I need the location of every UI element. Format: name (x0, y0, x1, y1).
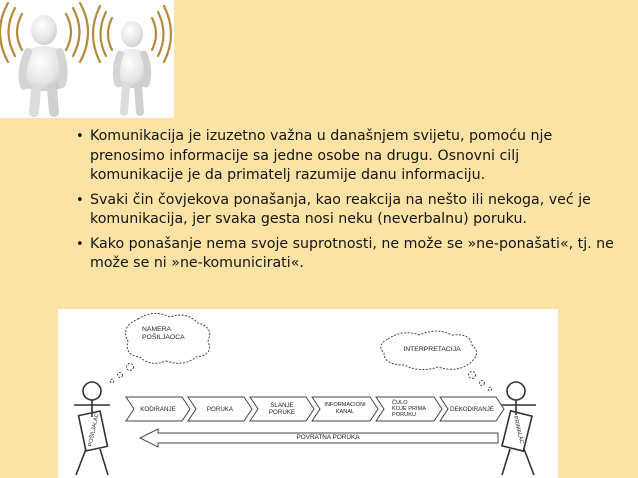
step-channel: INFORMACIONI KANAL (324, 402, 366, 415)
sender-intent-label: NAMERA POŠILJAOCA (142, 326, 185, 341)
bullet-item-3: • Kako ponašanje nema svoje suprotnosti, ne može se »ne-ponašati«, tj. ne može se ni »ne-komunicirati«. (76, 235, 616, 274)
sender-thought-cloud-icon (110, 313, 209, 382)
receiver-label: PRIMALAC (511, 415, 525, 445)
bullet-item-1: • Komunikacija je izuzetno važna u današnjem svijetu, pomoću nje prenosimo informacije sa jedne osobe na drugu. Osnovni cilj komunikacije je da primatelj razumije danu informaciju. (76, 127, 616, 186)
left-figure-icon (23, 15, 64, 112)
communication-figures-image (0, 0, 174, 118)
feedback-label: POVRATNA PORUKA (296, 434, 360, 441)
sender-label: POŠILJALAC (87, 412, 101, 448)
communication-diagram (58, 309, 558, 478)
receiver-thought-cloud-icon (381, 331, 492, 391)
step-sending: SLANJE PORUKE (268, 402, 296, 416)
bullet-item-2: • Svaki čin čovjekova ponašanja, kao reakcija na nešto ili nekoga, već je komunikacija, jer svaka gesta nosi neku (neverbalnu) poruku. (76, 191, 616, 230)
step-message: PORUKA (206, 405, 234, 413)
interpretation-label: INTERPRETACIJA (403, 346, 461, 353)
step-encoding: KODIRANJE (140, 405, 176, 413)
right-figure-icon (116, 21, 147, 112)
step-sense: ČULO KOJE PRIMA PORUKU (392, 399, 426, 419)
step-decoding: DEKODIRANJE (449, 405, 494, 413)
bullet-list (76, 127, 616, 279)
